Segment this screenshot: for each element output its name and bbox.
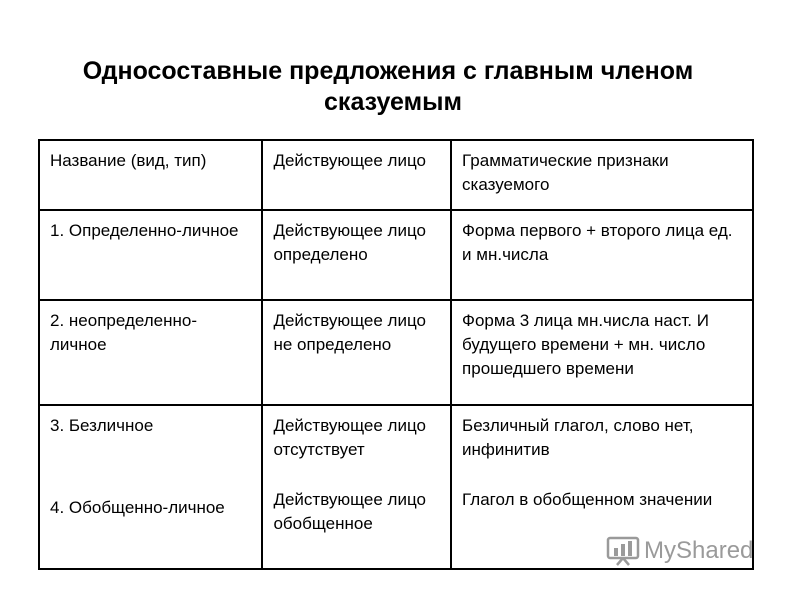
myshared-logo-icon xyxy=(606,536,640,566)
sentence-types-table xyxy=(38,139,754,570)
row-3-name: 3. Безличное xyxy=(50,416,154,435)
title-line-2: сказуемым xyxy=(324,88,462,116)
table-row xyxy=(39,300,753,405)
header-cell-actor: Действующее лицо xyxy=(262,140,451,210)
table-cell: 2. неопределенно-личное xyxy=(39,300,262,405)
row-4-features: Глагол в обобщенном значении xyxy=(462,490,713,509)
table-cell: 1. Определенно-личное xyxy=(39,210,262,300)
table-header-row xyxy=(39,140,753,210)
table-cell: Форма 3 лица мн.числа наст. И будущего времени + мн. число прошедшего времени xyxy=(451,300,753,405)
row-4-actor: Действующее лицо обобщенное xyxy=(273,490,426,533)
header-cell-features: Грамматические признаки сказуемого xyxy=(451,140,753,210)
watermark-text: MyShared xyxy=(644,537,754,564)
title-line-1: Односоставные предложения с главным членом xyxy=(82,57,694,85)
table-cell: Действующее лицо определено xyxy=(262,210,451,300)
row-3-actor: Действующее лицо отсутствует xyxy=(273,416,426,459)
header-cell-name: Название (вид, тип) xyxy=(39,140,262,210)
table-cell xyxy=(39,405,262,569)
page-title xyxy=(0,56,800,118)
table-cell xyxy=(262,405,451,569)
row-4-name: 4. Обобщенно-личное xyxy=(50,498,225,517)
row-3-features: Безличный глагол, слово нет, инфинитив xyxy=(462,416,694,459)
watermark xyxy=(606,536,753,566)
table-row xyxy=(39,210,753,300)
table-cell: Действующее лицо не определено xyxy=(262,300,451,405)
table-cell: Форма первого + второго лица ед. и мн.числа xyxy=(451,210,753,300)
